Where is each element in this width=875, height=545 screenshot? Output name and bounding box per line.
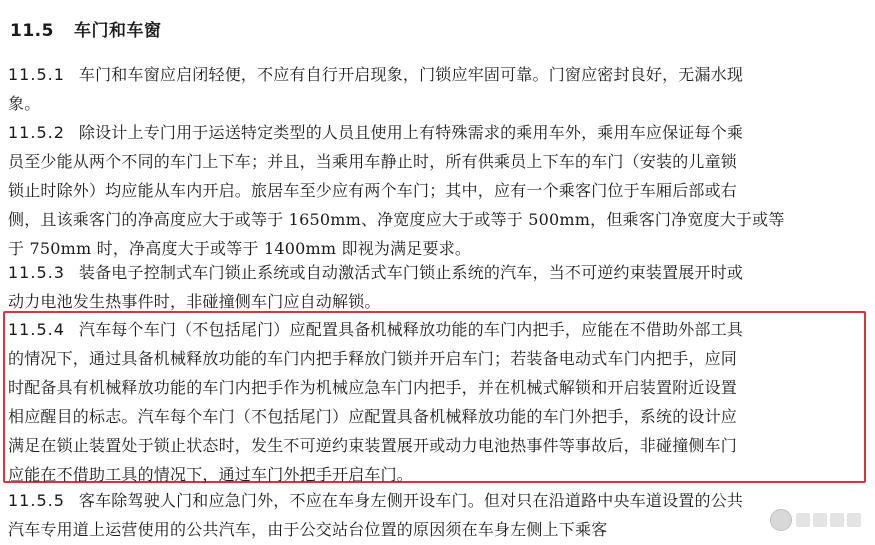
clause-line bbox=[8, 60, 868, 89]
clause-text: 汽车每个车门（不包括尾门）应配置具备机械释放功能的车门内把手，应能在不借助外部工具 bbox=[78, 320, 744, 339]
clause-line bbox=[8, 486, 868, 515]
clause-text: 车门和车窗应启闭轻便，不应有自行开启现象，门锁应牢固可靠。门窗应密封良好，无漏水现 bbox=[78, 65, 744, 84]
clause-number: 11.5.2 bbox=[8, 123, 65, 142]
clause-11-5-5 bbox=[8, 486, 868, 544]
section-number: 11.5 bbox=[10, 21, 54, 41]
watermark bbox=[770, 509, 861, 531]
clause-line: 动力电池发生热事件时，非碰撞侧车门应自动解锁。 bbox=[8, 292, 381, 311]
clause-11-5-1 bbox=[8, 60, 868, 118]
clause-line: 的情况下，通过具备机械释放功能的车门内把手释放门锁并开启车门；若装备电动式车门内把手，应同 bbox=[8, 349, 738, 368]
clause-line: 时配备具有机械释放功能的车门内把手作为机械应急车门内把手，并在机械式解锁和开启装置附近设置 bbox=[8, 378, 738, 397]
clause-line bbox=[8, 258, 868, 287]
clause-line: 汽车专用道上运营使用的公共汽车，由于公交站台位置的原因须在车身左侧上下乘客 bbox=[8, 520, 608, 539]
clause-11-5-3 bbox=[8, 258, 868, 316]
clause-number: 11.5.1 bbox=[8, 65, 65, 84]
clause-line bbox=[8, 315, 868, 344]
clause-number: 11.5.5 bbox=[8, 491, 65, 510]
clause-line: 锁止时除外）均应能从车内开启。旅居车至少应有两个车门；其中，应有一个乘客门位于车厢后部或右 bbox=[8, 181, 738, 200]
clause-11-5-2 bbox=[8, 118, 868, 263]
clause-number: 11.5.3 bbox=[8, 263, 65, 282]
clause-line: 于 750mm 时，净高度大于或等于 1400mm 即视为满足要求。 bbox=[8, 239, 472, 258]
watermark-logo-icon bbox=[770, 509, 792, 531]
clause-line: 员至少能从两个不同的车门上下车；并且，当乘用车静止时，所有供乘员上下车的车门（安装的儿童锁 bbox=[8, 152, 738, 171]
clause-line: 侧，且该乘客门的净高度应大于或等于 1650mm、净宽度应大于或等于 500mm，但乘客门净宽度大于或等 bbox=[8, 210, 785, 229]
clause-text: 客车除驾驶人门和应急门外，不应在车身左侧开设车门。但对只在沿道路中央车道设置的公共 bbox=[78, 491, 744, 510]
clause-11-5-4 bbox=[8, 315, 868, 489]
clause-line: 满足在锁止装置处于锁止状态时，发生不可逆约束装置展开或动力电池热事件等事故后，非碰撞侧车门 bbox=[8, 436, 738, 455]
section-title: 车门和车窗 bbox=[73, 21, 162, 41]
clause-line bbox=[8, 118, 868, 147]
clause-line: 象。 bbox=[8, 94, 41, 113]
clause-number: 11.5.4 bbox=[8, 320, 65, 339]
section-heading bbox=[10, 16, 161, 41]
clause-text: 装备电子控制式车门锁止系统或自动激活式车门锁止系统的汽车，当不可逆约束装置展开时或 bbox=[78, 263, 744, 282]
watermark-blur-icon bbox=[796, 513, 861, 527]
clause-text: 除设计上专门用于运送特定类型的人员且使用上有特殊需求的乘用车外，乘用车应保证每个乘 bbox=[78, 123, 744, 142]
clause-line: 相应醒目的标志。汽车每个车门（不包括尾门）应配置具备机械释放功能的车门外把手，系统的设计应 bbox=[8, 407, 738, 426]
clause-line: 应能在不借助工具的情况下，通过车门外把手开启车门。 bbox=[8, 465, 414, 484]
